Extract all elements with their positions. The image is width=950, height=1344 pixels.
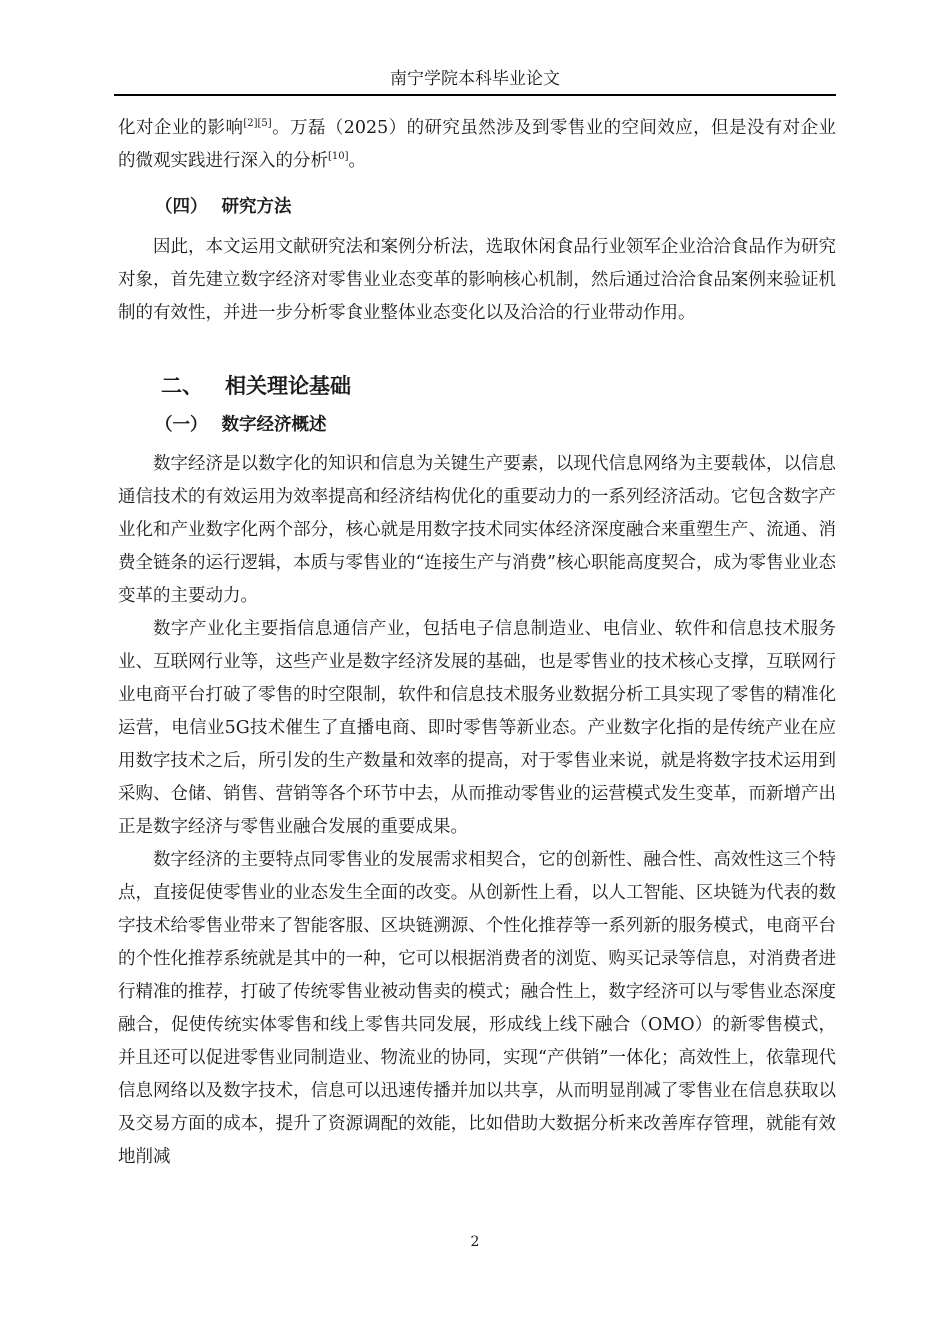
page-number: 2 bbox=[470, 1234, 480, 1250]
section-title: 数字经济概述 bbox=[221, 415, 327, 435]
chapter-number: 二、 bbox=[161, 373, 203, 398]
paragraph-continued bbox=[118, 112, 836, 178]
section-heading-methods bbox=[118, 191, 836, 224]
citation: [2][5] bbox=[243, 118, 272, 129]
chapter-title: 相关理论基础 bbox=[225, 373, 351, 398]
paragraph: 数字产业化主要指信息通信产业，包括电子信息制造业、电信业、软件和信息技术服务业、互联网行业等，这些产业是数字经济发展的基础，也是零售业的技术核心支撑，互联网行业电商平台打破了零售的时空限制，软件和信息技术服务业数据分析工具实现了零售的精准化运营，电信业5G技术催生了直播电商、即时零售等新业态。产业数字化指的是传统产业在应用数字技术之后，所引发的生产数量和效率的提高，对于零售业来说，就是将数字技术运用到采购、仓储、销售、营销等各个环节中去，从而推动零售业的运营模式发生变革，而新增产出正是数字经济与零售业融合发展的重要成果。 bbox=[118, 619, 836, 837]
paragraph-text: 。万磊（2025）的研究虽然涉及到零售业的空间效应，但是没有对企业的微观实践进行深入的分析 bbox=[118, 118, 836, 171]
paragraph: 数字经济的主要特点同零售业的发展需求相契合，它的创新性、融合性、高效性这三个特点，直接促使零售业的业态发生全面的改变。从创新性上看，以人工智能、区块链为代表的数字技术给零售业带来了智能客服、区块链溯源、个性化推荐等一系列新的服务模式，电商平台的个性化推荐系统就是其中的一种，它可以根据消费者的浏览、购买记录等信息，对消费者进行精准的推荐，打破了传统零售业被动售卖的模式；融合性上，数字经济可以与零售业态深度融合，促使传统实体零售和线上零售共同发展，形成线上线下融合（OMO）的新零售模式，并且还可以促进零售业同制造业、物流业的协同，实现“产供销”一体化；高效性上，依靠现代信息网络以及数字技术，信息可以迅速传播并加以共享，从而明显削减了零售业在信息获取以及交易方面的成本，提升了资源调配的效能，比如借助大数据分析来改善库存管理，就能有效地削减 bbox=[118, 850, 836, 1167]
section-number: （四） bbox=[155, 197, 208, 217]
page-body bbox=[118, 112, 836, 1174]
paragraph-text: 化对企业的影响 bbox=[118, 118, 244, 138]
header-title: 南宁学院本科毕业论文 bbox=[390, 69, 560, 89]
section-heading-digital-economy bbox=[118, 409, 836, 442]
paragraph-text: 。 bbox=[348, 151, 367, 171]
paragraph-methods: 因此，本文运用文献研究法和案例分析法，选取休闲食品行业领军企业洽洽食品作为研究对象，首先建立数字经济对零售业业态变革的影响核心机制，然后通过洽洽食品案例来验证机制的有效性，并进一步分析零食业整体业态变化以及洽洽的行业带动作用。 bbox=[118, 237, 836, 323]
section-number: （一） bbox=[155, 415, 208, 435]
page-header bbox=[114, 66, 836, 96]
chapter-heading bbox=[118, 369, 836, 402]
paragraph: 数字经济是以数字化的知识和信息为关键生产要素，以现代信息网络为主要载体，以信息通信技术的有效运用为效率提高和经济结构优化的重要动力的一系列经济活动。它包含数字产业化和产业数字化两个部分，核心就是用数字技术同实体经济深度融合来重塑生产、流通、消费全链条的运行逻辑，本质与零售业的“连接生产与消费”核心职能高度契合，成为零售业业态变革的主要动力。 bbox=[118, 454, 836, 606]
section-title: 研究方法 bbox=[221, 197, 292, 217]
citation: [10] bbox=[328, 151, 349, 162]
page-footer bbox=[0, 1233, 950, 1251]
